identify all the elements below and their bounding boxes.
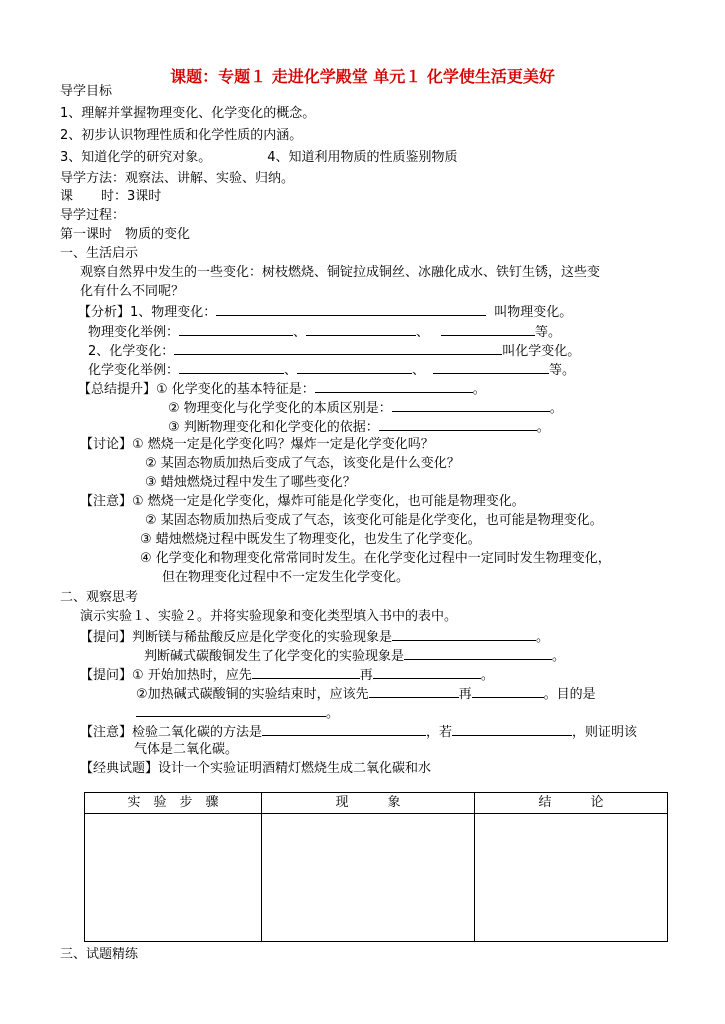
separator: 、 [412, 363, 426, 378]
then-label: 再 [359, 668, 373, 683]
blank-summary-1[interactable] [315, 380, 473, 393]
chemical-label: 2、化学变化： [88, 344, 175, 359]
hours-line [60, 189, 161, 205]
chemical-examples [88, 361, 575, 379]
section-heading-objectives: 导学目标 [60, 84, 113, 99]
period: 。 [536, 630, 550, 645]
question-heating-start-text: 【提问】① 开始加热时，应先 [80, 668, 252, 683]
blank-chemical-definition[interactable] [174, 342, 502, 355]
observation-text-cont: 化有什么不同呢？ [80, 284, 185, 299]
blank-copper[interactable] [404, 647, 552, 660]
chemical-examples-label: 化学变化举例： [88, 363, 180, 378]
question-copper-text: 判断碱式碳酸铜发生了化学变化的实验现象是 [144, 649, 405, 664]
objective-3-text: 3、知道化学的研究对象。 [60, 150, 212, 165]
note-co2-cont: 气体是二氧化碳。 [134, 742, 239, 757]
hours-value: 时：3课时 [101, 189, 162, 204]
blank-physical-ex-3[interactable] [441, 323, 535, 336]
observation-text: 观察自然界中发生的一些变化：树枝燃烧、铜锭拉成铜丝、冰融化成水、铁钉生锈，这些变 [80, 265, 601, 280]
question-heating-end [136, 685, 596, 703]
section-three-heading: 三、试题精练 [60, 947, 139, 962]
blank-chemical-ex-3[interactable] [433, 361, 549, 374]
suffix-etc: 等。 [535, 325, 562, 340]
question-heating-end-text: ②加热碱式碳酸铜的实验结束时，应该先 [136, 687, 369, 702]
blank-purpose[interactable] [136, 704, 326, 717]
blank-co2-result[interactable] [452, 723, 572, 736]
period: 。 [549, 401, 563, 416]
objective-4-text: 4、知道利用物质的性质鉴别物质 [267, 150, 458, 165]
header-conclusion: 结 论 [475, 793, 668, 814]
question-heating-start [80, 666, 494, 684]
blank-physical-ex-1[interactable] [179, 323, 293, 336]
analysis-physical-change [78, 303, 572, 321]
cell-conclusion[interactable] [475, 814, 668, 942]
summary-1-text: 【总结提升】① 化学变化的基本特征是： [78, 382, 315, 397]
separator: 、 [284, 363, 298, 378]
blank-end-first[interactable] [369, 685, 459, 698]
table-row [85, 814, 668, 942]
blank-chemical-ex-2[interactable] [297, 361, 412, 374]
cell-phenomenon[interactable] [262, 814, 475, 942]
question-magnesium-text: 【提问】判断镁与稀盐酸反应是化学变化的实验现象是 [80, 630, 393, 645]
method-line: 导学方法：观察法、讲解、实验、归纳。 [60, 171, 295, 186]
period: 。 [552, 649, 566, 664]
period: 。 [536, 420, 550, 435]
analysis-chemical-change [88, 342, 580, 360]
objective-1: 1、理解并掌握物理变化、化学变化的概念。 [60, 106, 316, 121]
header-phenomenon: 现 象 [262, 793, 475, 814]
note-1: 【注意】① 燃烧一定是化学变化，爆炸可能是化学变化，也可能是物理变化。 [80, 494, 525, 509]
blank-heating-then[interactable] [373, 666, 481, 679]
analysis-label: 【分析】1、物理变化： [78, 305, 217, 320]
note-co2 [80, 723, 637, 741]
note-4-cont: 但在物理变化过程中不一定发生化学变化。 [162, 570, 410, 585]
section-one-heading: 一、生活启示 [60, 246, 139, 261]
summary-1 [78, 380, 486, 398]
blank-physical-ex-2[interactable] [306, 323, 416, 336]
then-label: 再 [458, 687, 472, 702]
note-co2-text: 【注意】检验二氧化碳的方法是 [80, 725, 263, 740]
purpose-line [136, 704, 339, 722]
discussion-3: ③ 蜡烛燃烧过程中发生了哪些变化？ [145, 475, 356, 490]
objective-2: 2、初步认识物理性质和化学性质的内涵。 [60, 128, 303, 143]
period: 。 [326, 706, 340, 721]
chemical-suffix: 叫化学变化。 [502, 344, 581, 359]
blank-magnesium[interactable] [392, 628, 536, 641]
separator: 、 [293, 325, 307, 340]
table-header-row [85, 793, 668, 814]
discussion-2: ② 某固态物质加热后变成了气态，该变化是什么变化？ [145, 456, 460, 471]
period: 。 [472, 382, 486, 397]
process-heading: 导学过程： [60, 208, 126, 223]
summary-2 [168, 399, 563, 417]
conclusion-label: ，则证明该 [572, 725, 638, 740]
summary-3-text: ③ 判断物理变化和化学变化的依据： [168, 420, 379, 435]
physical-suffix: 叫物理变化。 [494, 305, 573, 320]
note-4: ④ 化学变化和物理变化常常同时发生。在化学变化过程中一定同时发生物理变化， [140, 551, 611, 566]
period: 。 [480, 668, 494, 683]
physical-examples [88, 323, 561, 341]
note-3: ③ 蜡烛燃烧过程中既发生了物理变化，也发生了化学变化。 [140, 532, 481, 547]
page-title: 课题：专题１ 走进化学殿堂 单元１ 化学使生活更美好 [170, 67, 555, 86]
blank-chemical-ex-1[interactable] [179, 361, 284, 374]
hours-label: 课 [60, 189, 74, 204]
separator: 、 [416, 325, 430, 340]
experiment-table [84, 792, 668, 942]
blank-summary-3[interactable] [379, 418, 537, 431]
summary-2-text: ② 物理变化与化学变化的本质区别是： [168, 401, 392, 416]
lesson-heading: 第一课时 物质的变化 [60, 227, 191, 242]
question-copper [144, 647, 565, 665]
blank-summary-2[interactable] [392, 399, 550, 412]
question-magnesium [80, 628, 549, 646]
section-two-heading: 二、观察思考 [60, 590, 139, 605]
blank-end-then[interactable] [472, 685, 544, 698]
objective-3 [60, 150, 458, 166]
header-steps: 实 验 步 骤 [85, 793, 262, 814]
classic-question: 【经典试题】设计一个实验证明酒精灯燃烧生成二氧化碳和水 [80, 761, 432, 776]
if-label: ，若 [426, 725, 453, 740]
demo-experiment-text: 演示实验１、实验２。并将实验现象和变化类型填入书中的表中。 [80, 609, 458, 624]
physical-examples-label: 物理变化举例： [88, 325, 180, 340]
discussion-1: 【讨论】① 燃烧一定是化学变化吗？爆炸一定是化学变化吗？ [80, 437, 434, 452]
cell-steps[interactable] [85, 814, 262, 942]
blank-heating-first[interactable] [252, 666, 360, 679]
note-2: ② 某固态物质加热后变成了气态，该变化可能是化学变化，也可能是物理变化。 [145, 513, 603, 528]
summary-3 [168, 418, 550, 436]
purpose-label: 。目的是 [543, 687, 596, 702]
suffix-etc: 等。 [549, 363, 576, 378]
blank-physical-definition[interactable] [216, 303, 486, 316]
blank-co2-method[interactable] [262, 723, 426, 736]
